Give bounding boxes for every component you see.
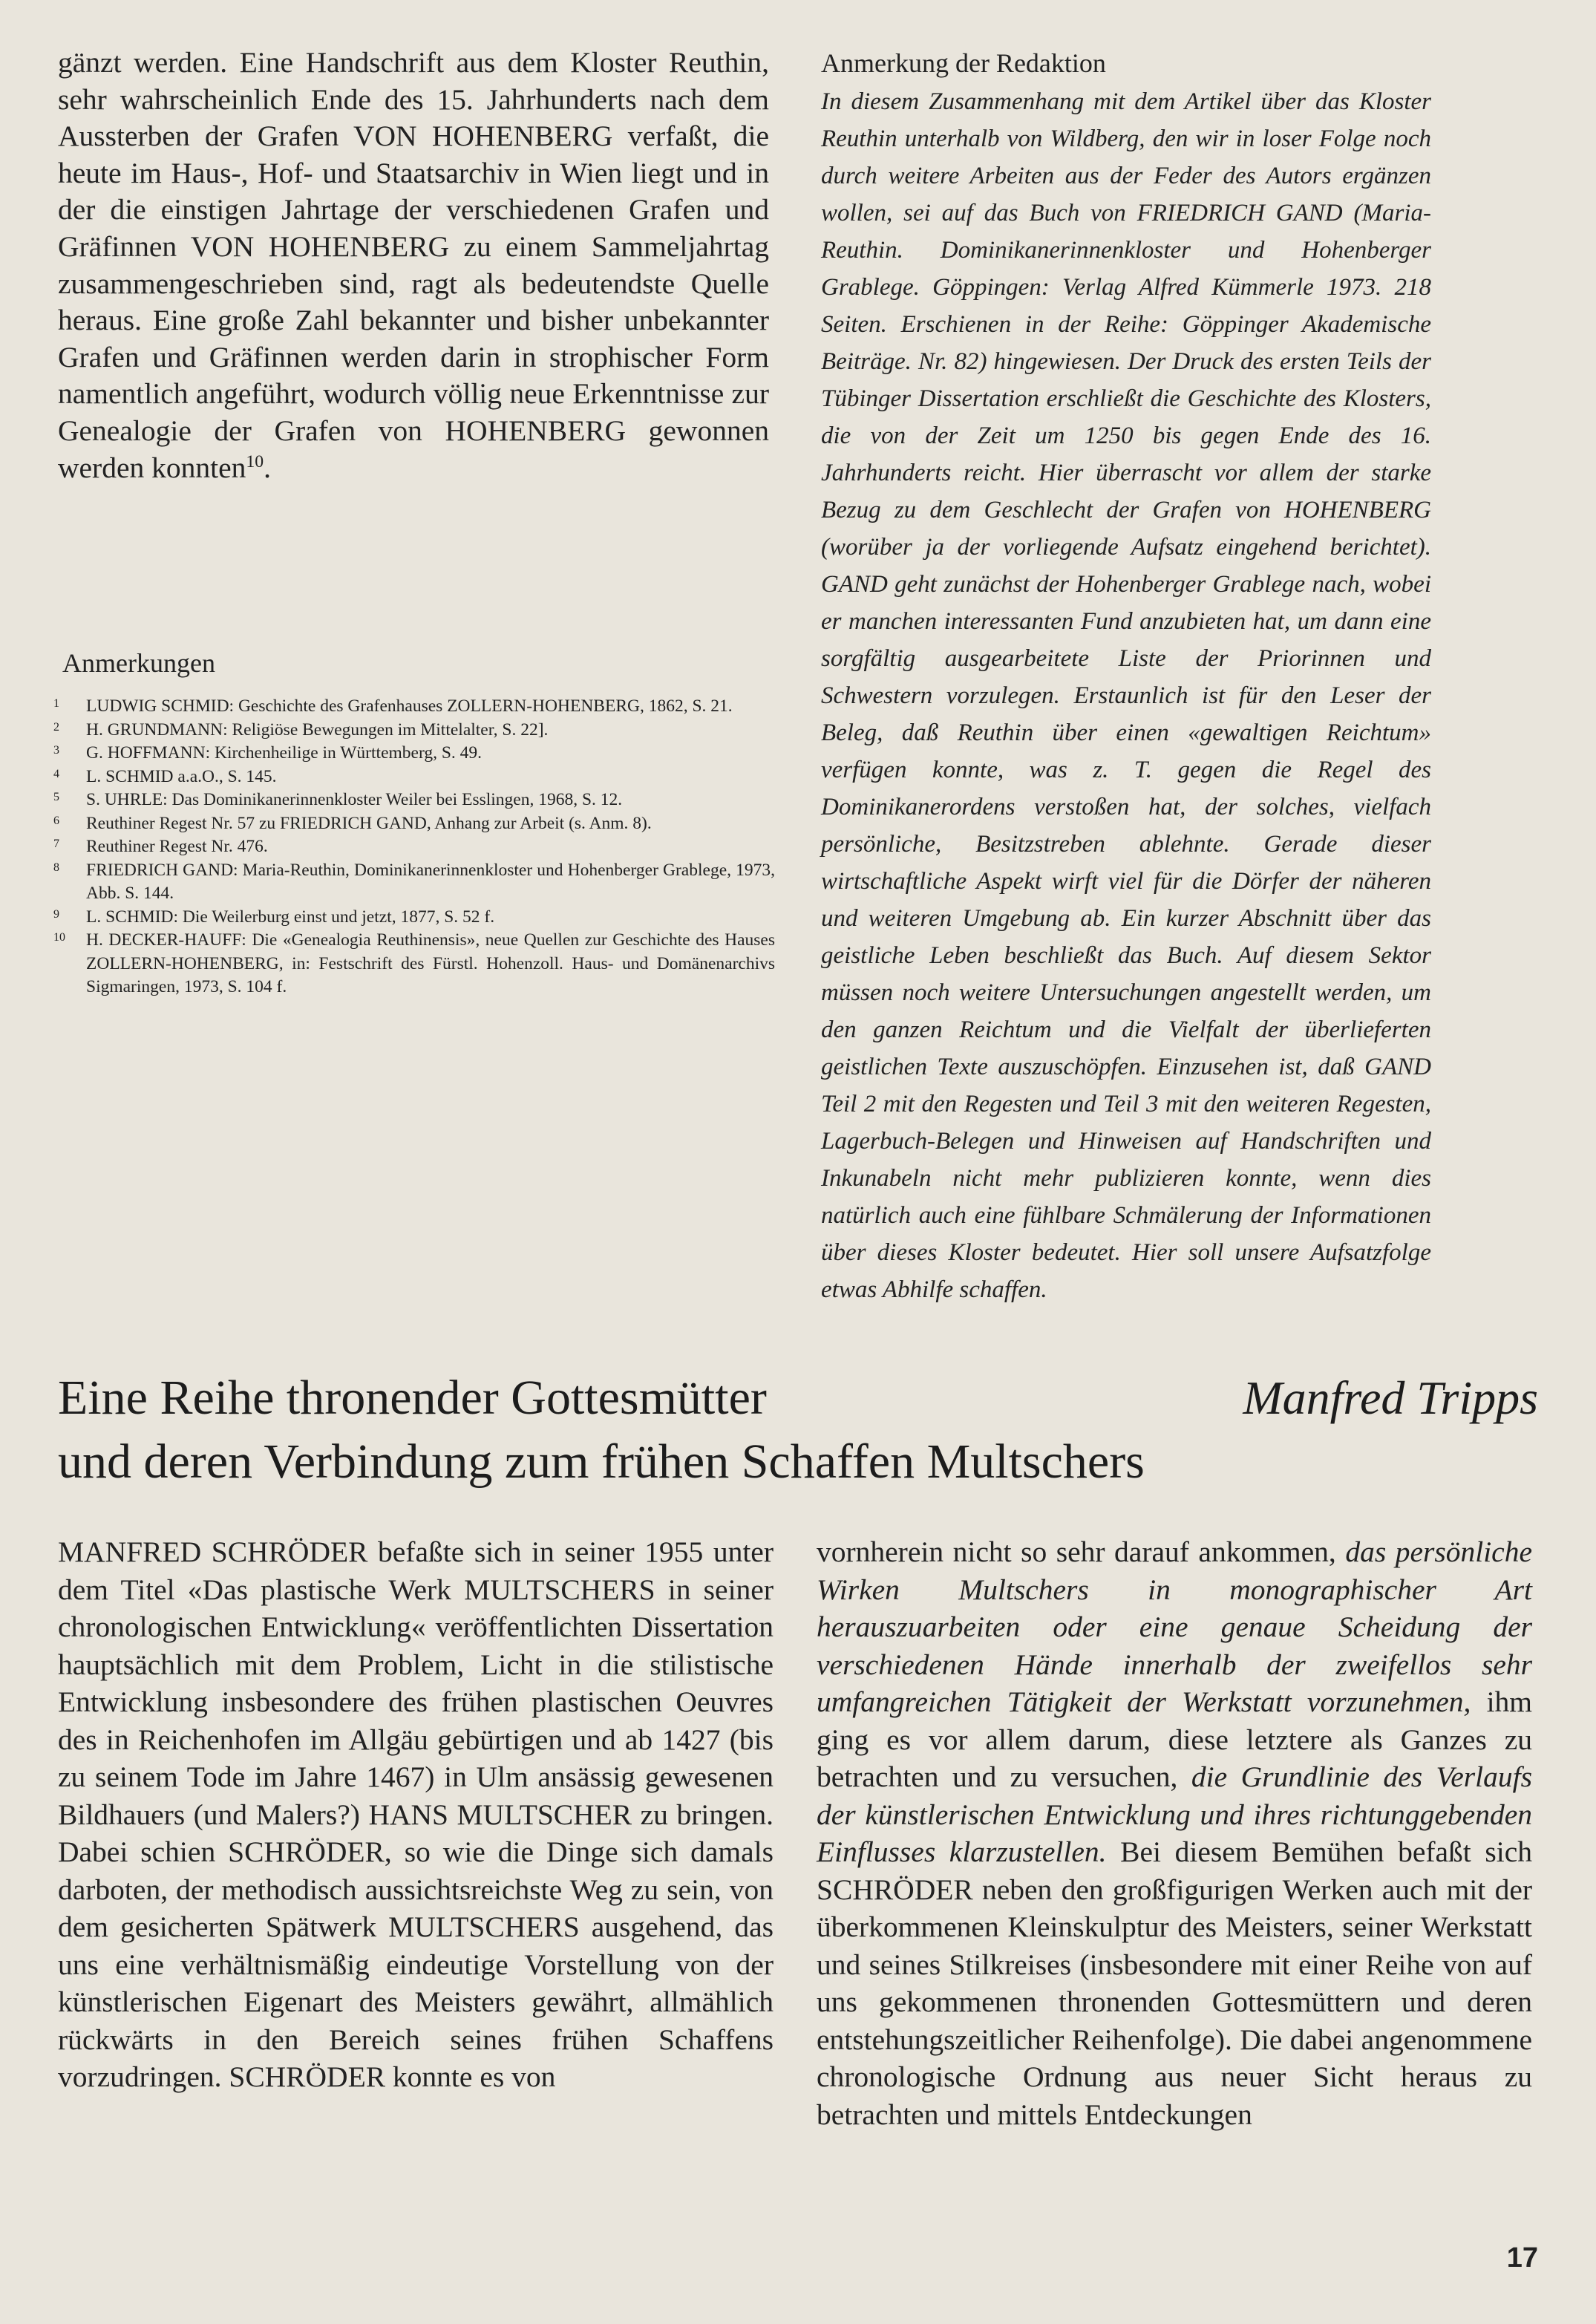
article-column-right — [817, 1533, 1532, 2133]
footnote-text: LUDWIG SCHMID: Geschichte des Grafenhauses ZOLLERN-HOHENBERG, 1862, S. 21. — [86, 696, 733, 716]
text-run: vornherein nicht so sehr darauf ankommen, — [817, 1535, 1336, 1568]
article-column-left: MANFRED SCHRÖDER befaßte sich in seiner 1955 unter dem Titel «Das plastische Werk MULTSCHERS in seiner chronologischen Entwicklung« veröffentlichten Dissertation hauptsächlich mit dem Problem, Licht in die stilistische Entwicklung insbesondere des frühen plastischen Oeuvres des in Reichenhofen im Allgäu gebürtigen und ab 1427 (bis zu seinem Tode im Jahre 1467) in Ulm ansässig gewesenen Bildhauers (und Malers?) HANS MULTSCHER zu bringen. Dabei schien SCHRÖDER, so wie die Dinge sich damals darboten, der methodisch aussichtsreichste Weg zu sein, von dem gesicherten Spätwerk MULTSCHERS ausgehend, das uns eine verhältnismäßig eindeutige Vorstellung von der künstlerischen Eigenart des Meisters gewährt, allmählich rückwärts in den Bereich seines frühen Schaffens vorzudringen. SCHRÖDER konnte es von — [58, 1535, 774, 2093]
footnote — [53, 719, 775, 742]
footnote-number: 10 — [53, 931, 65, 944]
footnote-number: 4 — [53, 767, 59, 780]
footnote-number: 5 — [53, 791, 59, 803]
footnote-number: 7 — [53, 838, 59, 850]
footnote-number: 1 — [53, 697, 59, 710]
footnote — [53, 695, 775, 719]
footnote-text: FRIEDRICH GAND: Maria-Reuthin, Dominikanerinnenkloster und Hohenberger Grablege, 1973, Abb. S. 144. — [86, 860, 775, 903]
footnote — [53, 766, 775, 789]
footnote-text: G. HOFFMANN: Kirchenheilige in Württemberg, S. 49. — [86, 743, 483, 763]
paragraph-end: . — [264, 451, 271, 484]
footnote — [53, 859, 775, 906]
footnote-text: Reuthiner Regest Nr. 57 zu FRIEDRICH GAND, Anhang zur Arbeit (s. Anm. 8). — [86, 813, 652, 833]
footnotes-list — [53, 695, 775, 999]
article-author: Manfred Tripps — [1243, 1371, 1538, 1424]
footnote-text: S. UHRLE: Das Dominikanerinnenkloster Weiler bei Esslingen, 1968, S. 12. — [86, 790, 623, 809]
page-number: 17 — [1506, 2242, 1538, 2274]
text-run: ihm ging es vor allem darum, diese letztere als Ganzes zu betrachten und zu versuchen, — [817, 1685, 1533, 1793]
footnote-number: 8 — [53, 861, 59, 874]
footnote-text: Reuthiner Regest Nr. 476. — [86, 837, 268, 856]
footnote-number: 2 — [53, 720, 59, 734]
editorial-text: In diesem Zusammenhang mit dem Artikel über das Kloster Reuthin unterhalb von Wildberg, den wir in loser Folge noch durch weitere Arbeiten aus der Feder des Autors ergänzen wollen, sei auf das Buch von FRIEDRICH GAND (Maria-Reuthin. Dominikanerinnenkloster und Hohenberger Grablege. Göppingen: Verlag Alfred Kümmerle 1973. 218 Seiten. Erschienen in der Reihe: Göppinger Akademische Beiträge. Nr. 82) hingewiesen. Der Druck des ersten Teils der Tübinger Dissertation erschließt die Geschichte des Klosters, die von der Zeit um 1250 bis gegen Ende des 16. Jahrhunderts reicht. Hier überrascht vor allem der starke Bezug zu dem Geschlecht der Grafen von HOHENBERG (worüber ja der vorliegende Aufsatz eingehend berichtet). GAND geht zunächst der Hohenberger Grablege nach, wobei er manchen interessanten Fund anzubieten hat, um dann eine sorgfältig ausgearbeitete Liste der Priorinnen und Schwestern vorzulegen. Erstaunlich ist für den Leser der Beleg, daß Reuthin über einen «gewaltigen Reichtum» verfügen konnte, was z. T. gegen die Regel des Dominikanerordens verstoßen hat, der solches, vielfach persönliche, Besitzstreben ablehnte. Gerade dieser wirtschaftliche Aspekt wirft viel für die Dörfer der näheren und weiteren Umgebung ab. Ein kurzer Abschnitt über das geistliche Leben beschließt das Buch. Auf diesem Sektor müssen noch weitere Untersuchungen angestellt werden, um den ganzen Reichtum und die Vielfalt der überlieferten geistlichen Texte auszuschöpfen. Einzusehen ist, daß GAND Teil 2 mit den Regesten und Teil 3 mit den weiteren Regesten, Lagerbuch-Belegen und Hinweisen auf Handschriften und Inkunabeln nicht mehr publizieren konnte, wenn dies natürlich auch eine fühlbare Schmälerung der Informationen über dieses Kloster bedeutet. Hier soll unsere Aufsatzfolge etwas Abhilfe schaffen. — [821, 88, 1431, 1303]
footnote-number: 6 — [53, 814, 59, 827]
article-title-line-1: Eine Reihe thronender Gottesmütter — [58, 1371, 767, 1425]
footnote — [53, 812, 775, 836]
footnote-ref: 10 — [246, 451, 264, 471]
italic-quote: das persönliche Wirken Multschers in monographischer Art herauszuarbeiten oder eine genaue Scheidung der verschiedenen Hände innerhalb der zweifellos sehr umfangreichen Tätigkeit der Werkstatt vorzunehmen, — [817, 1535, 1532, 1718]
editorial-note — [821, 45, 1431, 1308]
footnote — [53, 789, 775, 812]
continued-paragraph: gänzt werden. Eine Handschrift aus dem Kloster Reuthin, sehr wahrscheinlich Ende des 15. Jahrhunderts nach dem Aussterben der Grafen VON HOHENBERG verfaßt, die heute im Haus-, Hof- und Staatsarchiv in Wien liegt und in der die einstigen Jahrtage der verschiedenen Grafen und Gräfinnen VON HOHENBERG zu einem Sammeljahrtag zusammengeschrieben sind, ragt als bedeutendste Quelle heraus. Eine große Zahl bekannter und bisher unbekannter Grafen und Gräfinnen werden darin in strophischer Form namentlich angeführt, wodurch völlig neue Erkenntnisse zur Genealogie der Grafen von HOHENBERG gewonnen werden konnten — [58, 46, 769, 484]
footnote — [53, 835, 775, 859]
article-title-line-2: und deren Verbindung zum frühen Schaffen Multschers — [58, 1434, 1145, 1489]
footnote-text: H. DECKER-HAUFF: Die «Genealogia Reuthinensis», neue Quellen zur Geschichte des Hauses ZOLLERN-HOHENBERG, in: Festschrift des Fürstl. Hohenzoll. Haus- und Domänenarchivs Sigmaringen, 1973, S. 104 f. — [86, 930, 775, 996]
notes-heading: Anmerkungen — [62, 648, 215, 678]
footnote-text: L. SCHMID: Die Weilerburg einst und jetzt, 1877, S. 52 f. — [86, 907, 495, 927]
footnote — [53, 906, 775, 930]
footnote — [53, 929, 775, 999]
editorial-heading: Anmerkung der Redaktion — [821, 48, 1106, 78]
continued-article-text — [58, 45, 769, 486]
italic-quote: die Grundlinie des Verlaufs der künstlerischen Entwicklung und ihres richtunggebenden Einflusses klarzustellen. — [817, 1760, 1532, 1868]
footnote-text: L. SCHMID a.a.O., S. 145. — [86, 766, 277, 786]
footnote-number: 9 — [53, 907, 59, 921]
footnote-number: 3 — [53, 744, 59, 757]
text-run: Bei diesem Bemühen befaßt sich SCHRÖDER neben den großfigurigen Werken auch mit der überkommenen Kleinskulptur des Meisters, seiner Werkstatt und seines Stilkreises (insbesondere mit einer Reihe von auf uns gekommenen thronenden Gottesmüttern und deren entstehungszeitlicher Reihenfolge). Die dabei angenommene chronologische Ordnung aus neuer Sicht heraus zu betrachten und mittels Entdeckungen — [817, 1835, 1533, 2131]
footnote-text: H. GRUNDMANN: Religiöse Bewegungen im Mittelalter, S. 22]. — [86, 719, 549, 740]
footnote — [53, 742, 775, 766]
